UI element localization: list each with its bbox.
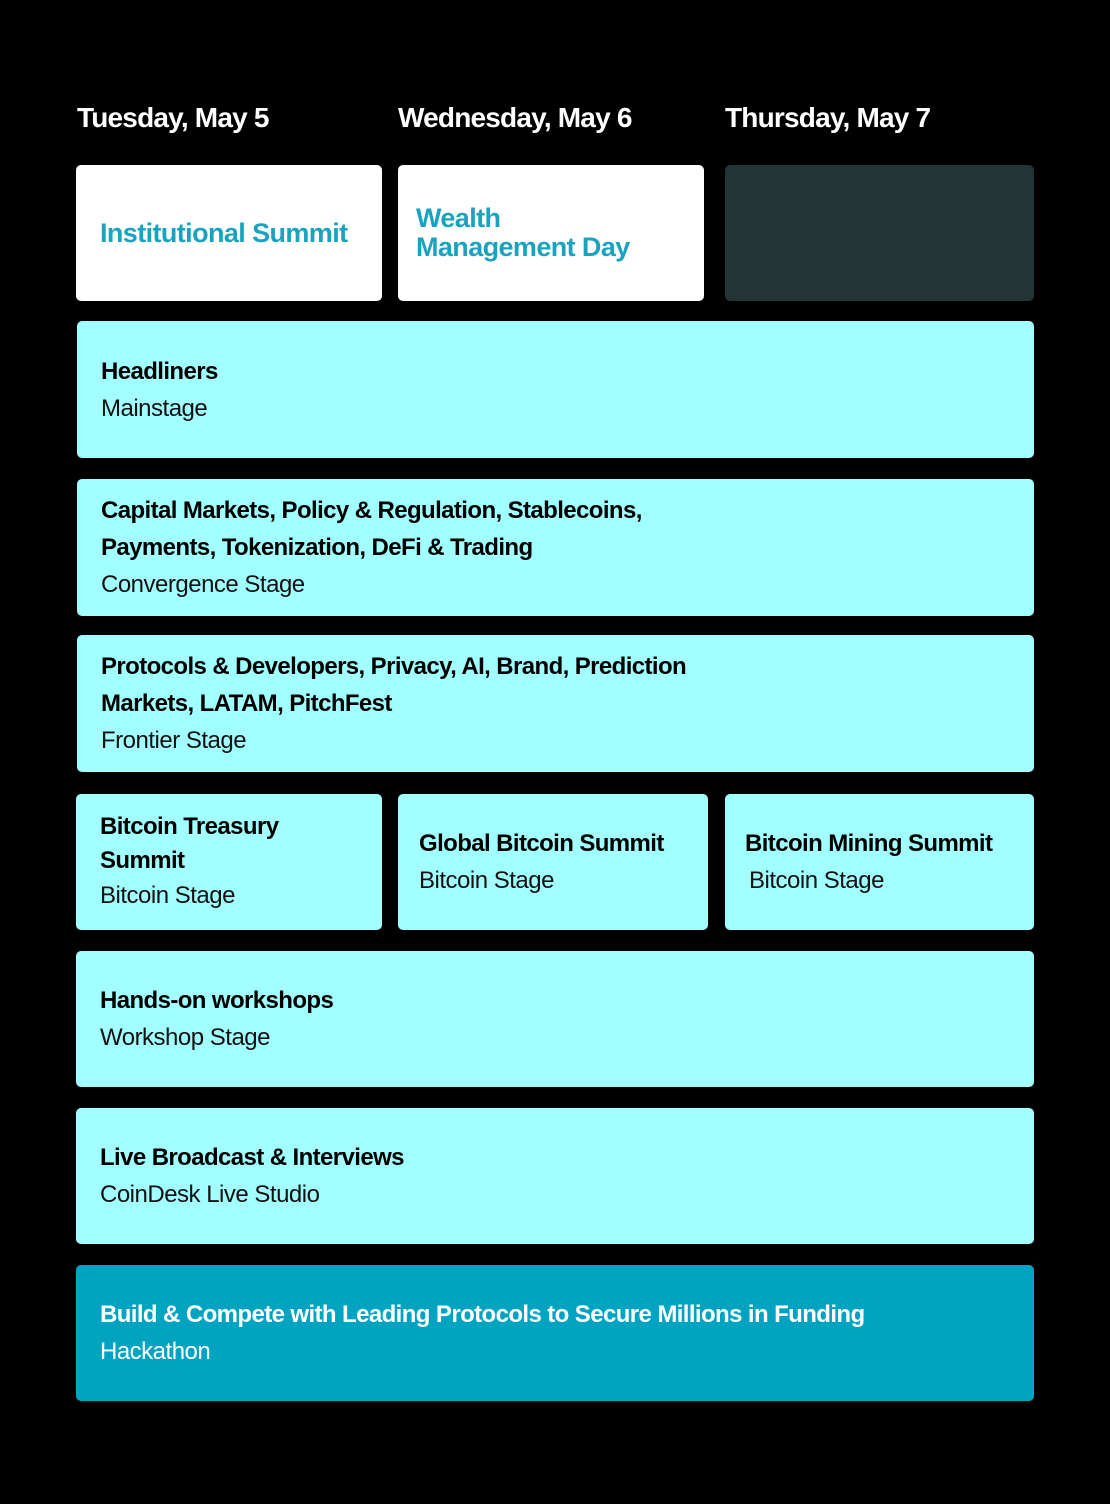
headliners-title: Headliners [101, 357, 218, 385]
bitcoin-treasury-stage: Bitcoin Stage [100, 882, 235, 909]
institutional-summit-card[interactable] [76, 165, 382, 301]
wealth-management-title-line2: Management Day [416, 232, 630, 262]
live-broadcast-stage: CoinDesk Live Studio [100, 1181, 320, 1208]
global-bitcoin-title: Global Bitcoin Summit [419, 830, 664, 857]
convergence-title-line2: Payments, Tokenization, DeFi & Trading [101, 534, 533, 561]
wealth-management-title-line1: Wealth [416, 203, 501, 233]
day-header-tuesday: Tuesday, May 5 [77, 102, 269, 133]
headliners-track[interactable] [77, 321, 1034, 458]
frontier-title-line2: Markets, LATAM, PitchFest [101, 690, 392, 717]
convergence-track[interactable] [77, 479, 1034, 616]
headliners-stage: Mainstage [101, 394, 208, 422]
hackathon-stage: Hackathon [100, 1338, 211, 1365]
live-broadcast-title: Live Broadcast & Interviews [100, 1144, 404, 1171]
thursday-empty-card [725, 165, 1034, 301]
hackathon-title: Build & Compete with Leading Protocols to Secure Millions in Funding [100, 1301, 865, 1328]
bitcoin-mining-title: Bitcoin Mining Summit [745, 830, 993, 857]
frontier-track[interactable] [77, 635, 1034, 772]
wealth-management-card[interactable] [398, 165, 704, 301]
convergence-title-line1: Capital Markets, Policy & Regulation, Stablecoins, [101, 497, 642, 524]
day-header-thursday: Thursday, May 7 [725, 102, 931, 133]
bitcoin-mining-track[interactable] [725, 794, 1034, 930]
bitcoin-mining-stage: Bitcoin Stage [749, 867, 884, 894]
frontier-title-line1: Protocols & Developers, Privacy, AI, Brand, Prediction [101, 653, 687, 680]
institutional-summit-title: Institutional Summit [100, 217, 348, 248]
workshops-title: Hands-on workshops [100, 987, 334, 1014]
bitcoin-treasury-track[interactable] [76, 794, 382, 930]
bitcoin-treasury-title-line2: Summit [100, 847, 185, 874]
bitcoin-treasury-title-line1: Bitcoin Treasury [100, 813, 279, 840]
workshops-stage: Workshop Stage [100, 1024, 270, 1051]
live-broadcast-track[interactable] [76, 1108, 1034, 1244]
day-header-wednesday: Wednesday, May 6 [398, 102, 632, 133]
hackathon-track[interactable] [76, 1265, 1034, 1401]
workshops-track[interactable] [76, 951, 1034, 1087]
global-bitcoin-track[interactable] [398, 794, 708, 930]
frontier-stage: Frontier Stage [101, 727, 247, 754]
convergence-stage: Convergence Stage [101, 571, 305, 598]
global-bitcoin-stage: Bitcoin Stage [419, 867, 554, 894]
